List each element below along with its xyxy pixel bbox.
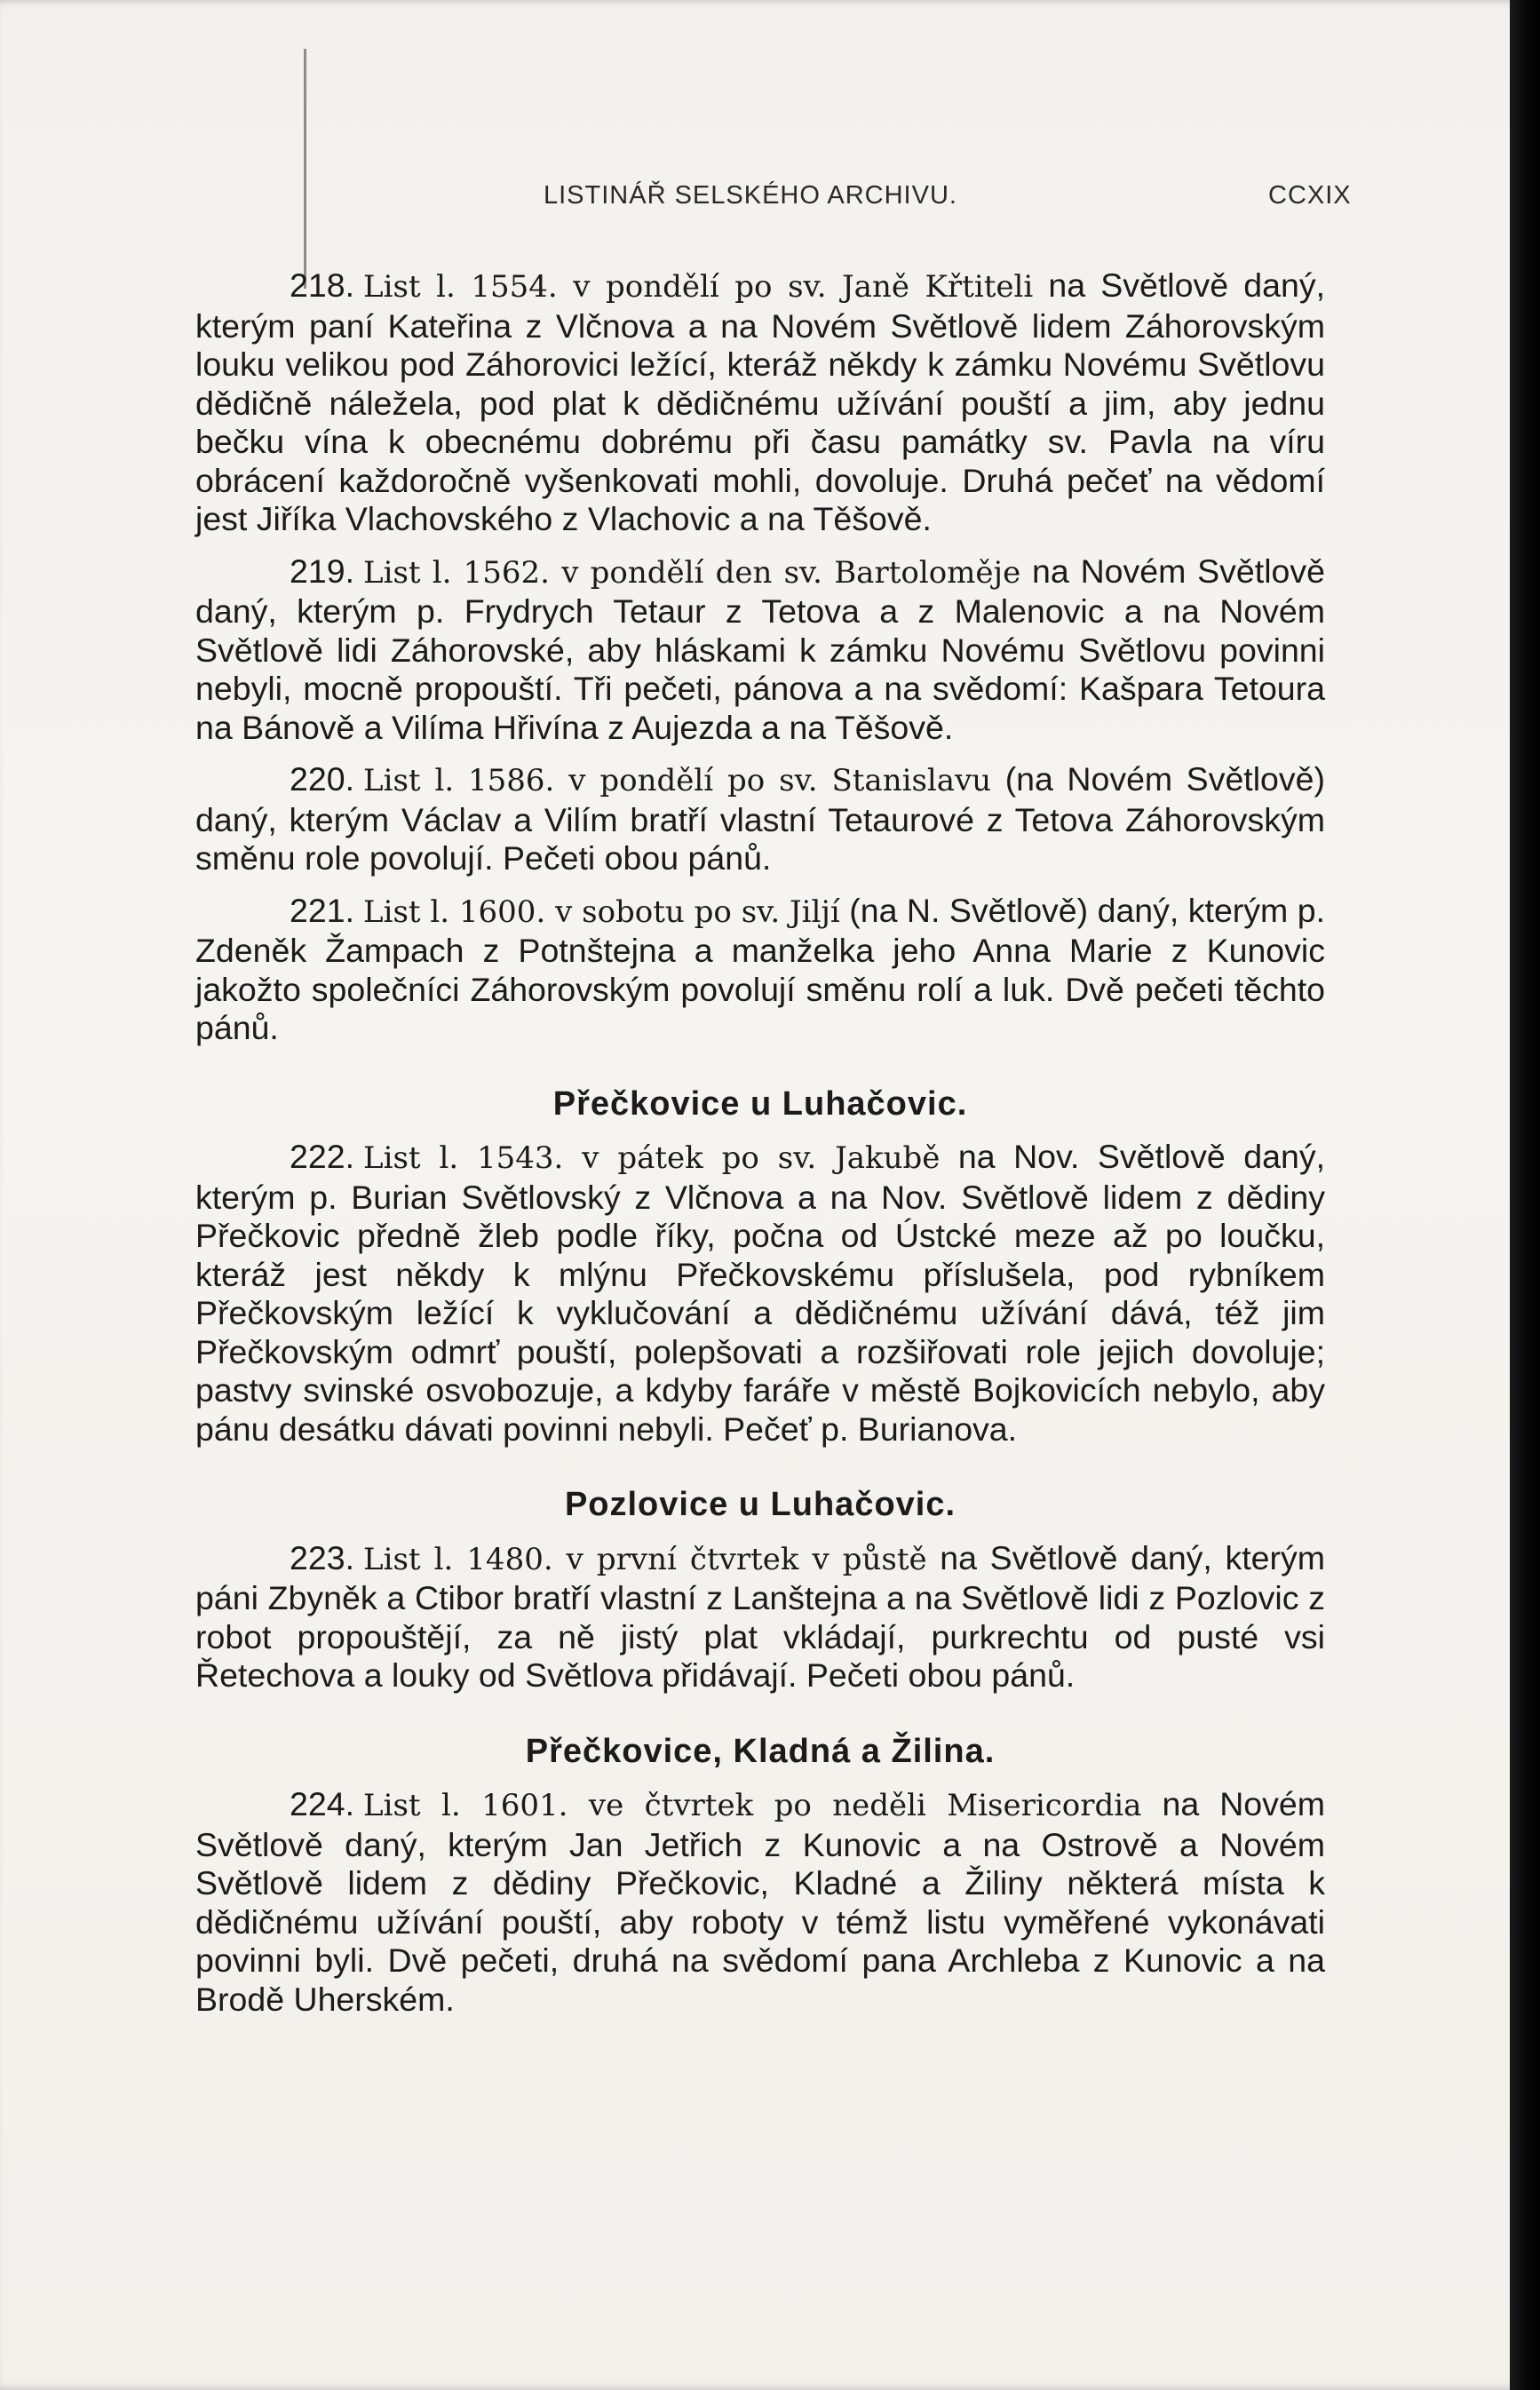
entry-text: na Nov. Světlově daný, kterým p. Burian Světlovský z Vlčnova a na Nov. Světlově lidem z dědiny Přečkovic předně žleb podle říky, počna od Ústcké meze až po loučku, kteráž jest někdy k mlýnu Přečkovskému příslušela, pod rybníkem Přečkovským ležící k vyklučování a dědičnému užívání dává, též jim Přečkovským odmrť pouští, polepšovati a rozšiřovati role jejich dovoluje; pastvy svinské osvobozuje, a kdyby faráře v městě Bojkovicích nebylo, aby pánu desátku dávati povinni nebyli. Pečeť p. Burianova. [195, 1138, 1325, 1448]
section-heading-pozlovice: Pozlovice u Luhačovic. [564, 1486, 957, 1523]
entry-date: List l. 1480. v první čtvrtek v půstě [363, 1541, 927, 1577]
entry-text: na Světlově daný, kterým páni Zbyněk a Ctibor bratří vlastní z Lanštejna a na Světlově lidi z Pozlovic z robot propouštějí, za ně jistý plat vkládají, purkrechtu od pusté vsi Řetechova a louky od Světlova přidávají. Pečeti obou pánů. [195, 1538, 1325, 1694]
entry-text: (na Novém Světlově) daný, kterým Václav a Vilím bratří vlastní Tetaurové z Tetova Záhorovským směnu role povolují. Pečeti obou pánů. [195, 760, 1325, 877]
entry-text: na Světlově daný, kterým paní Kateřina z Vlčnova a na Novém Světlově lidem Záhorovským louku velikou pod Záhorovici ležící, kteráž někdy k zámku Novému Světlovu dědičně náležela, pod plat k dědičnému užívání pouští a jim, aby jednu bečku vína k obecnému dobrému při času památky sv. Pavla na víru obrácení každoročně vyšenkovati mohli, dovoluje. Druhá pečeť na vědomí jest Jiříka Vlachovského z Vlachovic a na Těšově. [195, 266, 1325, 537]
running-title: LISTINÁŘ SELSKÉHO ARCHIVU. [544, 181, 957, 210]
entry-date: List l. 1562. v pondělí den sv. Bartoloměje [363, 554, 1021, 591]
entry-date: List l. 1543. v pátek po sv. Jakubě [363, 1140, 941, 1176]
entry-number: 220. [290, 760, 354, 798]
page-number: CCXIX [1268, 181, 1352, 210]
entry-date: List l. 1554. v pondělí po sv. Janě Křtiteli [363, 269, 1034, 305]
entry-222 [195, 1138, 1325, 1449]
entry-number: 221. [290, 891, 354, 929]
section-heading-preckovice-kladna-zilina: Přečkovice, Kladná a Žilina. [525, 1732, 996, 1770]
entry-number: 224. [290, 1785, 354, 1822]
entry-223 [195, 1539, 1325, 1695]
entry-date: List l. 1586. v pondělí po sv. Stanislavu [363, 763, 992, 798]
entry-221 [195, 892, 1325, 1048]
entry-text: na Novém Světlově daný, kterým p. Frydrych Tetaur z Tetova a z Malenovic a na Novém Světlově lidi Záhorovské, aby hláskami k zámku Novému Světlovu povinni nebyli, mocně propouští. Tři pečeti, pánova a na svědomí: Kašpara Tetoura na Bánově a Vilíma Hřivína z Aujezda a na Těšově. [195, 552, 1325, 746]
entry-number: 219. [290, 552, 354, 590]
entry-number: 218. [290, 266, 354, 304]
entry-number: 223. [290, 1538, 354, 1576]
entry-219 [195, 552, 1325, 748]
scan-margin-line [304, 49, 306, 289]
entry-218 [195, 266, 1325, 539]
entry-date: List l. 1601. ve čtvrtek po neděli Misericordia [363, 1788, 1142, 1823]
entry-number: 222. [290, 1138, 354, 1175]
entry-224 [195, 1785, 1325, 2019]
document-body [195, 266, 1325, 2032]
entry-text: (na N. Světlově) daný, kterým p. Zdeněk Žampach z Potnštejna a manželka jeho Anna Marie z Kunovic jakožto společníci Záhorovským povolují směnu rolí a luk. Dvě pečeti těchto pánů. [195, 891, 1325, 1046]
entry-date: List l. 1600. v sobotu po sv. Jiljí [363, 893, 840, 930]
entry-220 [195, 760, 1325, 878]
scan-dark-edge [1510, 0, 1540, 2390]
section-heading-preckovice: Přečkovice u Luhačovic. [552, 1084, 968, 1123]
entry-text: na Novém Světlově daný, kterým Jan Jetřich z Kunovic a na Ostrově a Novém Světlově lidem z dědiny Přečkovic, Kladné a Žiliny některá místa k dědičnému užívání pouští, aby roboty v témž listu vyměřené vykonávati povinni byli. Dvě pečeti, druhá na svědomí pana Archleba z Kunovic a na Brodě Uherském. [195, 1785, 1326, 2018]
